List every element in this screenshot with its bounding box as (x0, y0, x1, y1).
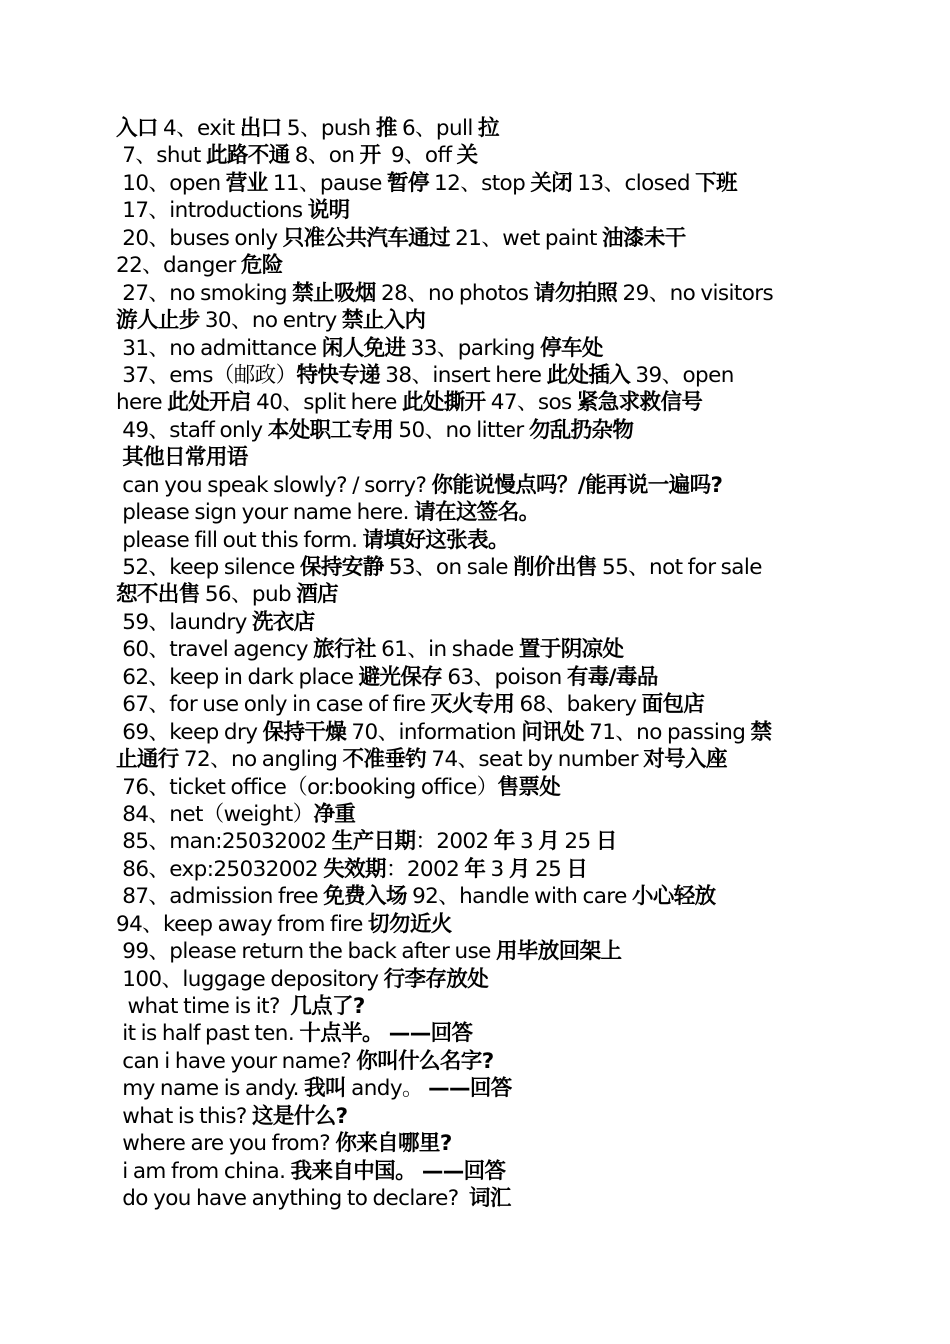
english-text: 28、no photos (375, 280, 534, 306)
text-line (116, 856, 836, 883)
chinese-text: 洗衣店 (251, 609, 315, 635)
chinese-text: 下班 (695, 170, 737, 196)
chinese-text: 旅行社 (313, 637, 376, 663)
chinese-text: 此处撕开 (401, 390, 486, 416)
chinese-text: 免费入场 (323, 884, 407, 910)
english-text: 53、on sale (383, 555, 514, 580)
english-text: 63、poison (442, 664, 567, 690)
chinese-text: 此路不通 (205, 143, 290, 169)
english-text: andy。 (345, 1076, 429, 1102)
text-line (116, 938, 836, 965)
english-text: 29、no visitors (617, 280, 774, 306)
chinese-text: 油漆未干 (602, 225, 686, 251)
chinese-text: 小心轻放 (631, 884, 716, 910)
chinese-text: 日 (595, 829, 617, 855)
english-text: 70、information (346, 719, 522, 745)
text-line (116, 170, 836, 197)
english-text: 55、not for sale (596, 555, 762, 580)
chinese-text: 其他日常用语 (122, 445, 248, 471)
english-text: 10、open (116, 170, 226, 196)
english-text: 84、net（weight） (116, 801, 314, 827)
english-text: 20、buses only (116, 225, 283, 251)
english-text: here (116, 390, 168, 416)
chinese-text: 生产日期 (331, 829, 416, 855)
text-line (116, 636, 836, 663)
english-text: 59、laundry (116, 609, 252, 635)
english-text: 72、no angling (178, 747, 343, 773)
english-text: 94、keep away from fire (116, 911, 369, 937)
text-line (116, 362, 836, 389)
chinese-text: 暂停 (387, 170, 429, 196)
chinese-text: 此处插入 (546, 362, 631, 388)
chinese-text: 这是什么? (251, 1103, 348, 1129)
chinese-text: 拉 (478, 116, 499, 141)
chinese-text: 问讯处 (521, 719, 584, 745)
text-line (116, 225, 836, 252)
text-line (116, 142, 836, 169)
text-line (116, 609, 836, 636)
chinese-text: 危险 (240, 253, 283, 279)
chinese-text: 行李存放处 (383, 966, 489, 992)
chinese-text: 说明 (307, 198, 350, 224)
english-text: 5、push (281, 116, 376, 141)
chinese-text: 入口 (116, 116, 158, 141)
chinese-text: 你叫什么名字? (356, 1048, 494, 1074)
english-text: 71、no passing (583, 719, 751, 745)
text-line (116, 801, 836, 828)
english-text: 40、split here (250, 390, 402, 416)
english-text: 7、shut (116, 143, 206, 169)
text-line (116, 307, 836, 334)
text-line (116, 828, 836, 855)
english-text: 47、sos (485, 390, 577, 416)
chinese-text: 用毕放回架上 (496, 939, 622, 965)
english-text: ：2002 (385, 856, 465, 882)
text-line (116, 335, 836, 362)
english-text: can you speak slowly? / sorry? (116, 472, 432, 498)
text-line (116, 1130, 836, 1157)
english-text: 25 (559, 829, 596, 855)
chinese-text: 开 (359, 143, 381, 169)
english-text: 25 (529, 856, 567, 882)
english-text: 87、admission free (116, 884, 324, 910)
chinese-text: 我来自中国。 ——回答 (290, 1158, 506, 1184)
english-text: 4、exit (157, 116, 240, 141)
english-text: 56、pub (199, 582, 297, 608)
english-text: 12、stop (428, 170, 531, 196)
chinese-text: 禁止入内 (341, 308, 426, 334)
english-text: 31、no admittance (116, 335, 322, 361)
english-text: 68、bakery (514, 692, 642, 718)
chinese-text: 面包店 (641, 692, 705, 718)
chinese-text: 保持干燥 (262, 719, 347, 745)
text-line (116, 554, 836, 581)
english-text: 86、exp:25032002 (116, 856, 324, 882)
chinese-text: 推 (375, 116, 397, 141)
chinese-text: 你能说慢点吗？/能再说一遍吗? (431, 472, 723, 498)
chinese-text: 请在这签名。 (414, 500, 540, 526)
english-text: ：2002 (415, 829, 494, 855)
english-text: 60、travel agency (116, 637, 314, 663)
chinese-text: 关 (456, 143, 478, 169)
text-line (116, 1075, 836, 1102)
chinese-text: 保持安静 (300, 555, 384, 580)
english-text: 76、ticket office（or:booking office） (116, 774, 498, 800)
english-text: 9、off (380, 143, 457, 169)
chinese-text: 只准公共汽车通过 (282, 225, 450, 251)
text-line (116, 252, 836, 279)
chinese-text: 月 (508, 856, 530, 882)
text-line (116, 993, 836, 1020)
text-line (116, 691, 836, 718)
english-text: 17、introductions (116, 198, 308, 224)
text-line (116, 1020, 836, 1047)
chinese-text: 特快专递 (296, 362, 381, 388)
chinese-text: 勿乱扔杂物 (528, 417, 634, 443)
chinese-text: 年 (493, 829, 515, 855)
chinese-text: 有毒/毒品 (566, 664, 658, 690)
chinese-text: 售票处 (497, 774, 561, 800)
chinese-text: 我叫 (304, 1076, 346, 1102)
english-text: 99、please return the back after use (116, 939, 496, 965)
text-line (116, 883, 836, 910)
text-line (116, 280, 836, 307)
english-text: 33、parking (405, 335, 541, 361)
text-line (116, 527, 836, 554)
text-line (116, 746, 836, 773)
english-text: 6、pull (396, 116, 478, 141)
text-line (116, 966, 836, 993)
english-text: 100、luggage depository (116, 966, 384, 992)
text-line (116, 417, 836, 444)
text-line (116, 1185, 836, 1212)
text-line (116, 472, 836, 499)
english-text: please sign your name here. (116, 500, 415, 526)
chinese-text: 酒店 (296, 582, 339, 608)
english-text: 74、seat by number (426, 747, 644, 773)
text-line (116, 444, 836, 471)
english-text: 37、ems（邮政） (116, 362, 297, 388)
text-line (116, 499, 836, 526)
english-text: 38、insert here (380, 362, 547, 388)
chinese-text: 削价出售 (513, 555, 597, 580)
chinese-text: 禁止吸烟 (292, 280, 376, 306)
english-text: what time is it? (116, 994, 291, 1019)
chinese-text: 营业 (225, 170, 268, 196)
text-line (116, 1048, 836, 1075)
english-text: 49、staff only (116, 417, 268, 443)
english-text: 61、in shade (375, 637, 519, 663)
text-line (116, 911, 836, 938)
chinese-text: 年 (464, 856, 486, 882)
text-line (116, 774, 836, 801)
chinese-text: 灭火专用 (430, 692, 515, 718)
english-text: 92、handle with care (406, 884, 632, 910)
english-text: 39、open (630, 362, 734, 388)
text-line (116, 197, 836, 224)
chinese-text: 出口 (239, 116, 282, 141)
chinese-text: 停车处 (540, 335, 603, 361)
english-text: 50、no litter (393, 417, 529, 443)
chinese-text: 本处职工专用 (267, 417, 394, 443)
text-line (116, 1158, 836, 1185)
english-text: can i have your name? (116, 1048, 357, 1074)
chinese-text: 闲人免进 (321, 335, 406, 361)
chinese-text: 置于阴凉处 (518, 637, 624, 663)
chinese-text: 关闭 (530, 170, 573, 196)
english-text: 52、keep silence (116, 555, 300, 580)
text-line (116, 115, 836, 142)
english-text: 67、for use only in case of fire (116, 692, 431, 718)
english-text: do you have anything to declare? (116, 1186, 469, 1212)
text-line (116, 581, 836, 608)
chinese-text: 恕不出售 (116, 582, 200, 608)
english-text: 3 (514, 829, 539, 855)
chinese-text: 请勿拍照 (533, 280, 618, 306)
english-text: 3 (485, 856, 509, 882)
text-line (116, 719, 836, 746)
chinese-text: 日 (566, 856, 588, 882)
chinese-text: 你来自哪里? (335, 1131, 452, 1157)
english-text: 85、man:25032002 (116, 829, 332, 855)
chinese-text: 避光保存 (358, 664, 443, 690)
chinese-text: 几点了? (290, 994, 365, 1019)
chinese-text: 游人止步 (116, 308, 200, 334)
english-text: 11、pause (267, 170, 388, 196)
chinese-text: 词汇 (469, 1186, 511, 1212)
chinese-text: 切勿近火 (368, 911, 452, 937)
chinese-text: 对号入座 (643, 747, 727, 773)
english-text: 27、no smoking (116, 280, 293, 306)
english-text: i am from china. (116, 1158, 291, 1184)
chinese-text: 失效期 (323, 856, 386, 882)
chinese-text: 止通行 (116, 747, 179, 773)
english-text: 69、keep dry (116, 719, 263, 745)
chinese-text: ——回答 (428, 1076, 512, 1102)
english-text: 8、on (289, 143, 360, 169)
english-text: 13、closed (572, 170, 696, 196)
english-text: 30、no entry (199, 308, 342, 334)
chinese-text: 紧急求救信号 (576, 390, 703, 416)
chinese-text: 请填好这张表。 (362, 527, 509, 553)
english-text: 21、wet paint (449, 225, 603, 251)
english-text: what is this? (116, 1103, 252, 1129)
english-text: please fill out this form. (116, 527, 363, 553)
text-line (116, 1103, 836, 1130)
chinese-text: 月 (538, 829, 560, 855)
english-text: 22、danger (116, 253, 241, 279)
text-body (116, 115, 836, 1213)
english-text: it is half past ten. (116, 1021, 300, 1047)
chinese-text: 禁 (750, 719, 772, 745)
chinese-text: 不准垂钓 (342, 747, 427, 773)
chinese-text: 净重 (313, 801, 356, 827)
chinese-text: 此处开启 (167, 390, 251, 416)
text-line (116, 664, 836, 691)
english-text: 62、keep in dark place (116, 664, 359, 690)
chinese-text: 十点半。 ——回答 (299, 1021, 473, 1047)
english-text: my name is andy. (116, 1076, 305, 1102)
text-line (116, 389, 836, 416)
english-text: where are you from? (116, 1131, 336, 1157)
